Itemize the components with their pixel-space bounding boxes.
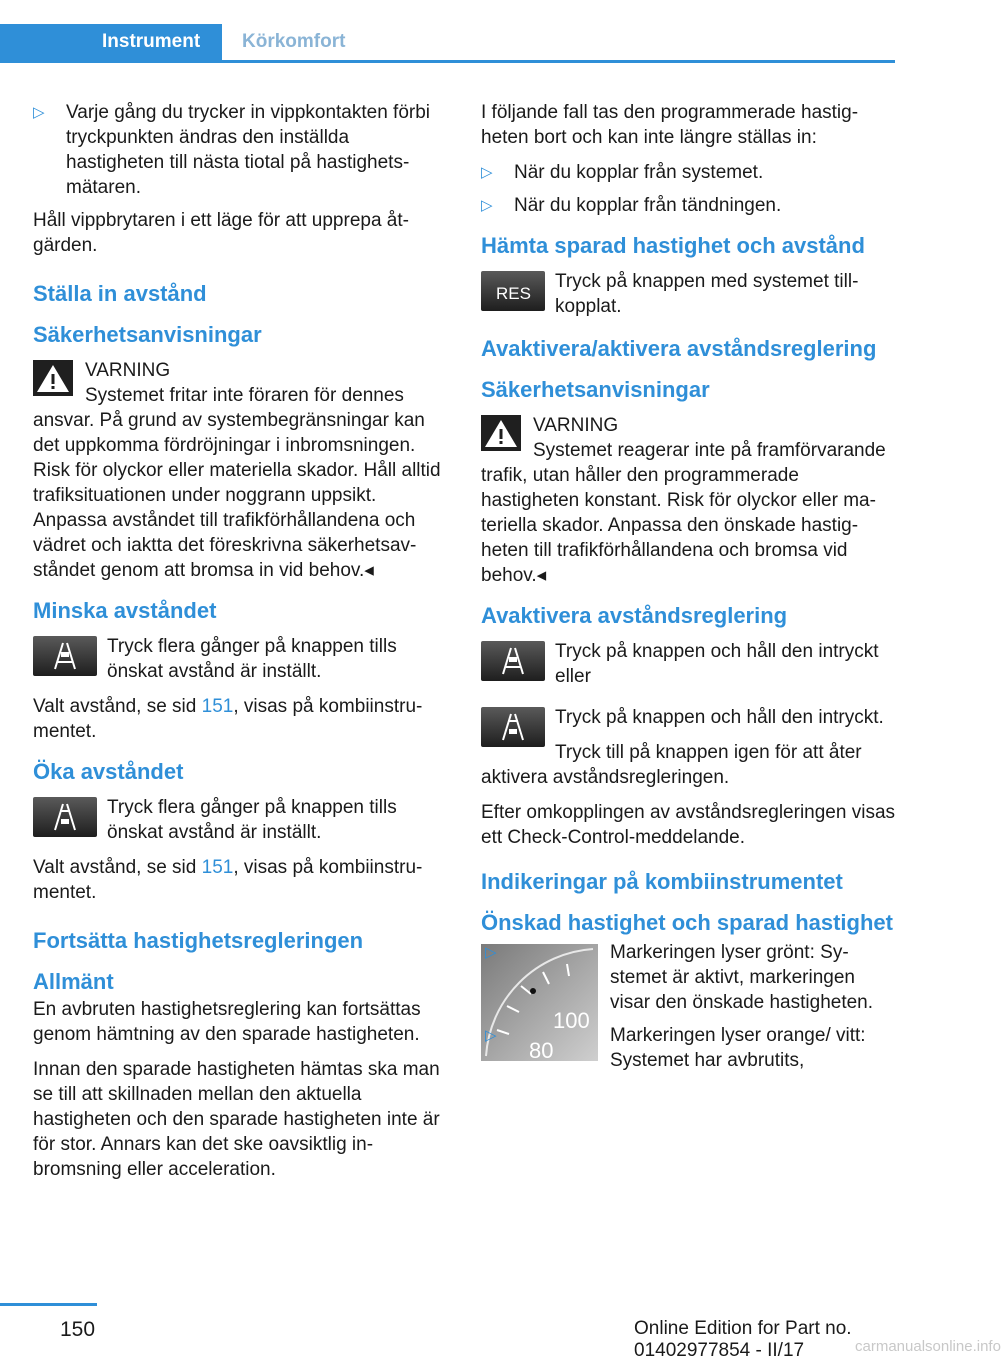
heading-minska-avstandet: Minska avståndet bbox=[33, 598, 217, 623]
heading-onskad-hastighet: Önskad hastighet och sparad hastighet bbox=[481, 910, 893, 935]
heading-allmant: Allmänt bbox=[33, 969, 114, 994]
heading-indikeringar: Indikeringar på kombiinstrumentet bbox=[481, 869, 843, 894]
warning-block bbox=[481, 413, 897, 588]
text: Valt avstånd, se sid bbox=[33, 696, 202, 717]
list-item bbox=[481, 160, 897, 185]
warning-text: Systemet fritar inte föraren för dennes ansvar. På grund av systembegränsningar kan det uppkomma fördröjningar i inbromsningen. Risk för olyckor eller materiella skador. Håll alltid trafiksituationen under noggrann uppsikt. Anpassa avståndet till trafikförhållandena och vädret och iaktta det föreskrivna säkerhetsavståndet genom att bromsa in vid behov.◂ bbox=[33, 385, 441, 581]
left-column bbox=[33, 100, 443, 1192]
paragraph: Tryck till på knappen igen för att åter aktivera avståndsregleringen. bbox=[481, 742, 862, 788]
paragraph bbox=[33, 694, 443, 744]
list-item bbox=[485, 940, 897, 1015]
edition-text: Online Edition for Part no. 01402977854 - II/17 bbox=[634, 1318, 852, 1361]
right-column bbox=[481, 100, 897, 1081]
text: , visas på kombiinstrumentet. bbox=[33, 857, 423, 903]
bullet-text: Varje gång du trycker in vippkontakten förbi tryckpunkten ändras den inställda hastigheten till nästa tiotal på hastighetsmätaren. bbox=[66, 102, 431, 198]
heading-sakerhetsanvisningar: Säkerhetsanvisningar bbox=[33, 322, 262, 347]
paragraph: Håll vippbrytaren i ett läge för att upprepa åtgärden. bbox=[33, 210, 409, 256]
button-instruction bbox=[33, 795, 443, 845]
bullet-text: När du kopplar från tändningen. bbox=[514, 195, 782, 216]
warning-title: VARNING bbox=[85, 360, 171, 381]
triangle-bullet-icon: ▷ bbox=[481, 197, 493, 214]
warning-text: Systemet reagerar inte på framförvarande trafik, utan håller den programmerade hastigheten konstant. Risk för olyckor eller materiella skador. Anpassa den önskade hastigheten till trafikförhållandena och bromsa vid behov.◂ bbox=[481, 440, 886, 586]
page-link-151[interactable]: 151 bbox=[201, 696, 234, 717]
triangle-bullet-icon: ▷ bbox=[485, 944, 497, 961]
heading-fortsatta-hastighetsregleringen: Fortsätta hastighetsregleringen bbox=[33, 928, 364, 953]
instruction-text: Tryck flera gånger på knappen tills önskat avstånd är inställt. bbox=[107, 636, 397, 682]
heading-stalla-in-avstand: Ställa in avstånd bbox=[33, 281, 207, 306]
heading-oka-avstandet: Öka avståndet bbox=[33, 759, 184, 784]
triangle-bullet-icon: ▷ bbox=[481, 164, 493, 181]
gauge-bullets bbox=[481, 940, 897, 1073]
heading-sakerhetsanvisningar: Säkerhetsanvisningar bbox=[481, 377, 710, 402]
tab-instrument[interactable]: Instrument bbox=[0, 24, 222, 60]
page-number: 150 bbox=[60, 1318, 96, 1341]
triangle-bullet-icon: ▷ bbox=[33, 104, 45, 121]
page-link-151[interactable]: 151 bbox=[201, 857, 234, 878]
paragraph: En avbruten hastighetsreglering kan fortsättas genom hämtning av den sparade hastigheten. bbox=[33, 999, 421, 1045]
list-item bbox=[481, 193, 897, 218]
chapter-tabbar bbox=[0, 24, 895, 63]
button-instruction bbox=[481, 705, 897, 730]
gauge-section bbox=[481, 940, 897, 1073]
paragraph: Efter omkopplingen av avståndsregleringen visas ett Check-Control-meddelande. bbox=[481, 802, 896, 848]
heading-avaktivera-aktivera: Avaktivera/aktivera avståndsreglering bbox=[481, 336, 877, 361]
text: , visas på kombiinstrumentet. bbox=[33, 696, 423, 742]
bullet-text: När du kopplar från systemet. bbox=[514, 162, 764, 183]
res-label: RES bbox=[496, 284, 531, 303]
heading-hamta-sparad: Hämta sparad hastighet och avstånd bbox=[481, 233, 865, 258]
paragraph bbox=[33, 855, 443, 905]
footer-accent-line bbox=[0, 1303, 97, 1306]
warning-block bbox=[33, 358, 443, 583]
gauge-label-100: 100 bbox=[553, 1008, 590, 1033]
distance-button-icon bbox=[481, 641, 545, 681]
warning-title: VARNING bbox=[533, 415, 619, 436]
button-instruction bbox=[481, 639, 897, 689]
list-item bbox=[33, 100, 443, 200]
list-item bbox=[485, 1023, 897, 1073]
watermark: carmanualsonline.info bbox=[855, 1338, 1001, 1355]
distance-button-icon bbox=[481, 707, 545, 747]
tab-korkomfort[interactable]: Körkomfort bbox=[242, 31, 346, 52]
button-instruction bbox=[481, 269, 897, 319]
warning-triangle-icon bbox=[33, 360, 73, 396]
text: Valt avstånd, se sid bbox=[33, 857, 202, 878]
triangle-bullet-icon: ▷ bbox=[485, 1027, 497, 1044]
instruction-text: Tryck på knappen och håll den intryckt eller bbox=[555, 641, 879, 687]
warning-triangle-icon bbox=[481, 415, 521, 451]
res-button-icon bbox=[481, 271, 545, 311]
instruction-text: Tryck på knappen med systemet tillkopplat. bbox=[555, 271, 859, 317]
distance-decrease-button-icon bbox=[33, 636, 97, 676]
bullet-text: Markeringen lyser grönt: Systemet är aktivt, markeringen visar den önskade hastigheten. bbox=[610, 942, 874, 1013]
button-instruction bbox=[33, 634, 443, 684]
paragraph: Innan den sparade hastigheten hämtas ska man se till att skillnaden mellan den aktuella hastigheten och den sparade hastigheten inte är för stor. Annars kan det ske oavsiktlig inbromsning eller acceleration. bbox=[33, 1059, 440, 1180]
distance-increase-button-icon bbox=[33, 797, 97, 837]
heading-avaktivera-avstandsreglering: Avaktivera avståndsreglering bbox=[481, 603, 788, 628]
gauge-label-80: 80 bbox=[529, 1038, 554, 1063]
instruction-text: Tryck flera gånger på knappen tills önskat avstånd är inställt. bbox=[107, 797, 397, 843]
instruction-text: Tryck på knappen och håll den intryckt. bbox=[555, 707, 884, 728]
paragraph: I följande fall tas den programmerade hastigheten bort och kan inte längre ställas in: bbox=[481, 102, 859, 148]
bullet-text: Markeringen lyser orange/ vitt: Systemet har avbrutits, bbox=[610, 1025, 866, 1071]
